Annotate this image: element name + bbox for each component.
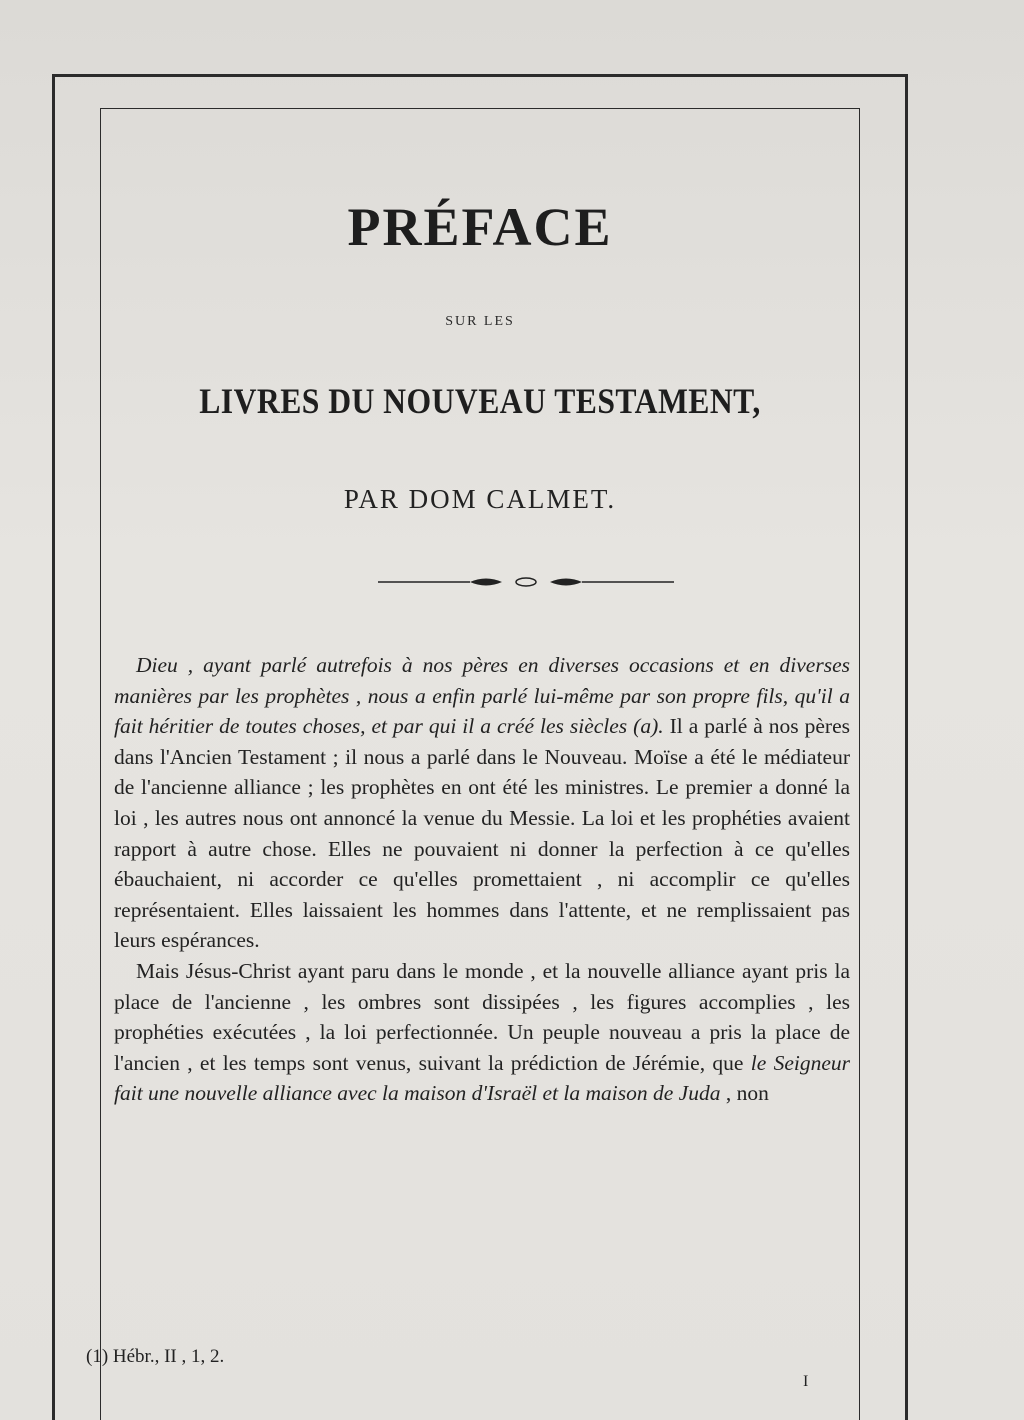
paragraph-2-text: Mais Jésus-Christ ayant paru dans le monde , et la nouvelle alliance ayant pris la place de l'ancienne , les ombres sont dissipées , les figures accomplies , les prophéties exécutées , la loi perfectionnée. Un peuple nouveau a pris la place de l'ancien , et les temps sont venus, suivant la prédiction de Jérémie, que — [114, 958, 850, 1075]
paragraph-2 — [114, 956, 850, 1109]
paragraph-1 — [114, 650, 850, 956]
paragraph-1-text: Il a parlé à nos pères dans l'Ancien Testament ; il nous a parlé dans le Nouveau. Moïse a été le médiateur de l'ancienne alliance ; les prophètes en ont été les ministres. Le premier a donné la loi , les autres nous ont annoncé la venue du Messie. La loi et les prophéties avaient rapport à autre chose. Elles ne pouvaient ni donner la perfection à ce qu'elles ébauchaient, ni accorder ce qu'elles promettaient , ni accomplir ce qu'elles représentaient. Elles laissaient les hommes dans l'attente, et ne remplissaient pas leurs espérances. — [114, 714, 850, 953]
footnote: (1) Hébr., II , 1, 2. — [86, 1346, 225, 1367]
author-line: PAR DOM CALMET. — [343, 484, 617, 514]
page-number: I — [803, 1373, 809, 1390]
quoted-passage: Dieu , ayant parlé autrefois à nos pères en diverses occasions et en diverses manières par les prophètes , nous a enfin parlé lui-même par son propre fils, qu'il a fait héritier de toutes choses, et par qui il a créé les siècles (a). — [114, 653, 850, 739]
title-connector: SUR LES — [445, 314, 515, 329]
scripture-quote: le Seigneur fait une nouvelle alliance avec la maison d'Israël et la maison de Juda — [114, 1050, 850, 1106]
preface-body — [114, 650, 850, 1109]
page-title: PRÉFACE — [347, 197, 613, 257]
paragraph-2-end: , non — [720, 1081, 769, 1106]
page-subtitle: LIVRES DU NOUVEAU TESTAMENT, — [199, 381, 761, 421]
ornamental-divider — [378, 572, 674, 592]
